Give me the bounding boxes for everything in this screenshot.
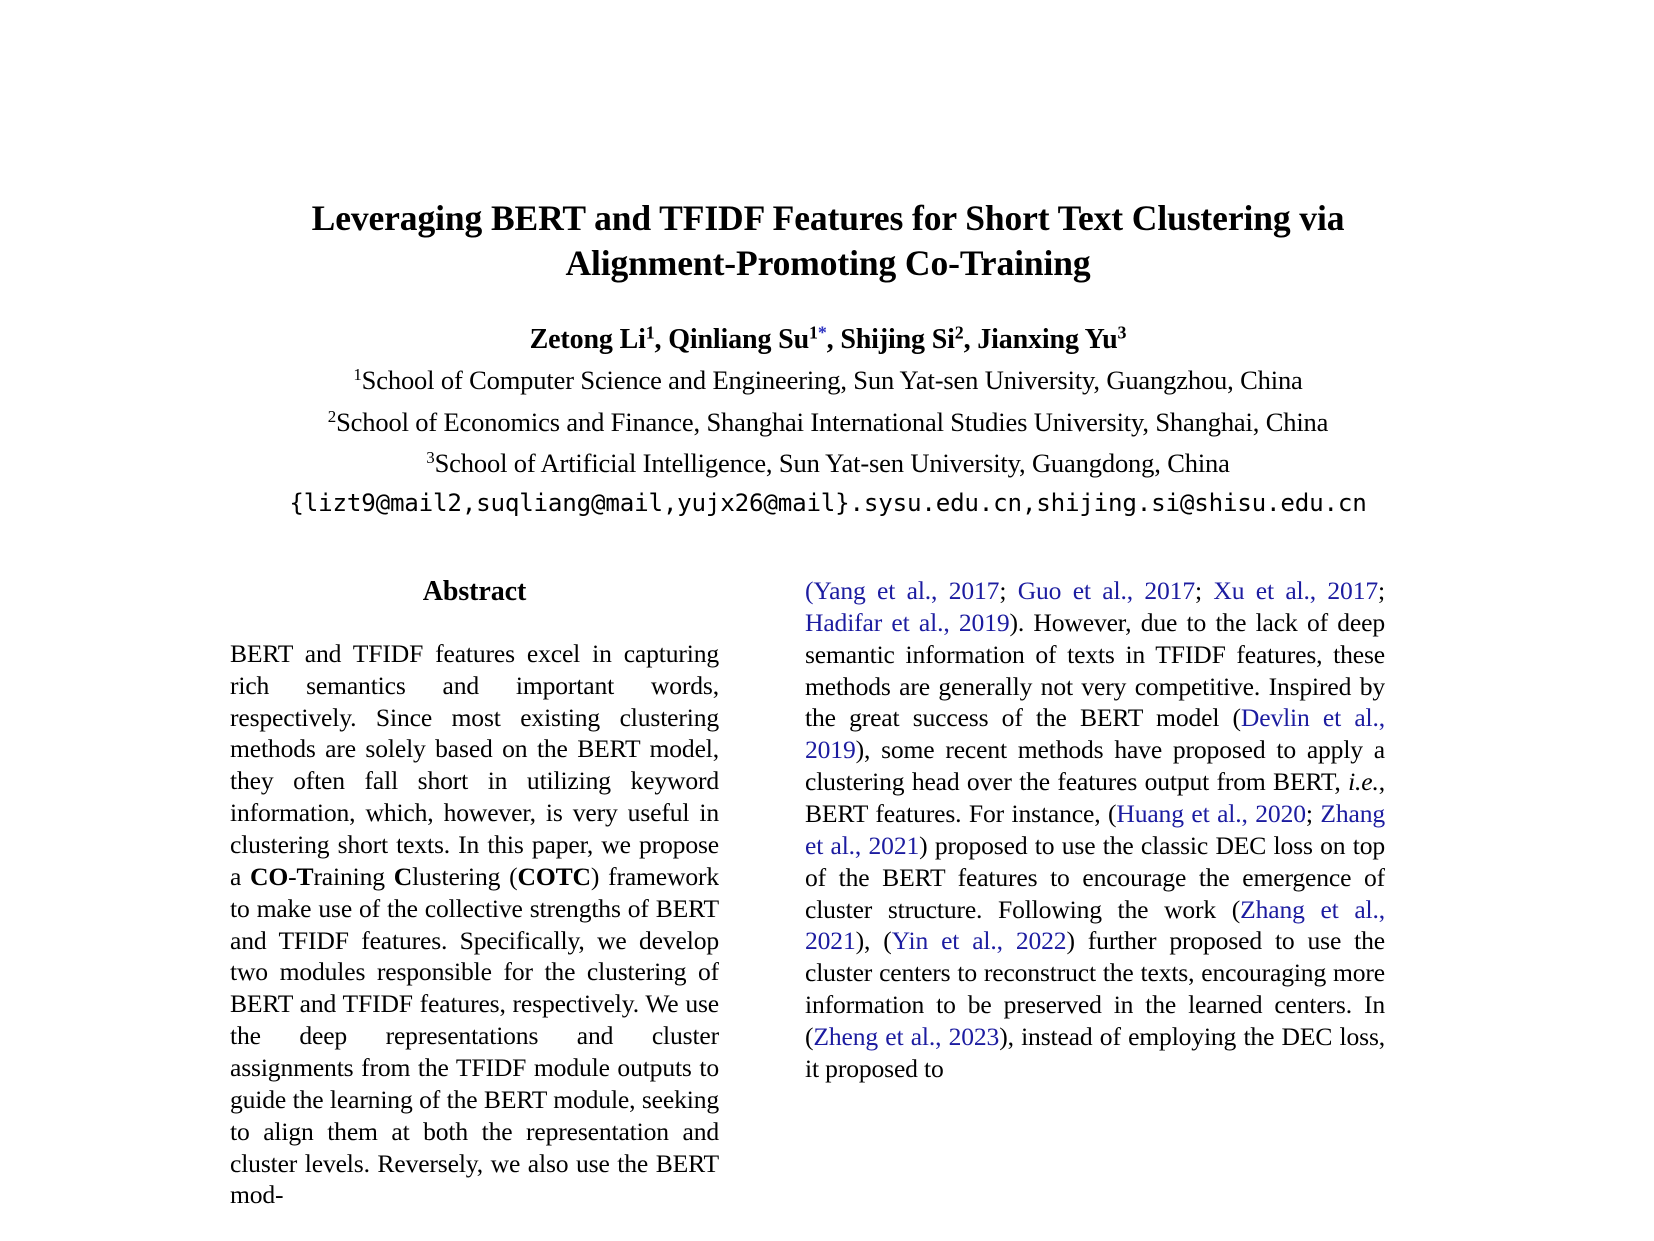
abstract-lustering: lustering ( <box>412 861 518 891</box>
intro-segment-1: ). However, due to the lack of deep semantic information of texts in TFIDF features, these methods are generally not very competitive. Inspired by the great success of the BERT model ( <box>805 607 1385 733</box>
abstract-bold-c: C <box>393 861 413 891</box>
author-2-affiliation-marker: 1 <box>809 323 818 344</box>
intro-sep-4: ; <box>1305 799 1321 829</box>
affiliation-1-marker: 1 <box>353 365 362 385</box>
author-emails: {lizt9@mail2,suqliang@mail,yujx26@mail}.sysu.edu.cn,shijing.si@shisu.edu.cn <box>289 488 1367 517</box>
intro-segment-4: ) proposed to use the classic DEC loss on top of the BERT features to encourage the emergence of cluster structure. Following the work ( <box>805 830 1385 924</box>
affiliation-2-marker: 2 <box>327 406 337 426</box>
abstract-heading: Abstract <box>422 576 527 607</box>
author-1-affiliation-marker: 1 <box>645 323 655 344</box>
citation-huang-2020[interactable]: Huang et al., 2020 <box>1116 799 1306 829</box>
citation-yang-2017[interactable]: (Yang et al., 2017 <box>805 576 1000 605</box>
abstract-dash: - <box>288 861 297 891</box>
intro-sep-2: ; <box>1194 576 1214 605</box>
page-title: Leveraging BERT and TFIDF Features for Short Text Clustering via Alignment-Promoting Co-Training <box>311 198 1345 283</box>
affiliation-3-text: School of Artificial Intelligence, Sun Yat-sen University, Guangdong, China <box>434 448 1230 479</box>
citation-yin-2022[interactable]: Yin et al., 2022 <box>891 926 1067 956</box>
citation-zhang-2021[interactable]: Zhang et al., 2021 <box>805 799 1385 860</box>
intro-column <box>805 575 1385 1241</box>
citation-xu-2017[interactable]: Xu et al., 2017 <box>1213 576 1379 605</box>
author-list <box>228 323 1428 357</box>
citation-guo-2017[interactable]: Guo et al., 2017 <box>1017 576 1195 605</box>
author-4-affiliation-marker: 3 <box>1117 323 1127 344</box>
author-3-affiliation-marker: 2 <box>954 323 964 344</box>
abstract-segment-2: ) framework to make use of the collective strengths of BERT and TFIDF features. Specifically, we develop two modules responsible for the clustering of BERT and TFIDF features, respectively. We use the deep representations and cluster assignments from the TFIDF module outputs to guide the learning of the BERT module, seeking to align them at both the representation and cluster levels. Reversely, we also use the BERT mod- <box>230 861 719 1210</box>
abstract-bold-cotc: COTC <box>517 861 591 891</box>
abstract-column <box>230 575 719 1241</box>
intro-sep-1: ; <box>999 576 1018 605</box>
affiliation-1-text: School of Computer Science and Engineering, Sun Yat-sen University, Guangzhou, China <box>361 365 1303 396</box>
abstract-segment-1: BERT and TFIDF features excel in capturing rich semantics and important words, respectively. Since most existing clustering methods are solely based on the BERT model, they often fall short in utilizing keyword information, which, however, is very useful in clustering short texts. In this paper, we propose a <box>230 638 719 891</box>
corresponding-author-asterisk: * <box>817 323 827 344</box>
affiliation-2 <box>228 404 1428 441</box>
intro-sep-3: ; <box>1378 576 1385 605</box>
affiliation-1 <box>228 362 1428 399</box>
two-column-body <box>0 575 1654 1241</box>
citation-zhang-2021-second[interactable]: Zhang et al., 2021 <box>805 894 1385 956</box>
author-2-name: , Qinliang Su <box>654 324 810 356</box>
affiliation-3 <box>228 445 1428 482</box>
affiliation-3-marker: 3 <box>426 448 435 468</box>
abstract-text <box>230 638 719 1211</box>
abstract-raining: raining <box>313 861 394 891</box>
author-4-name: , Jianxing Yu <box>963 324 1118 356</box>
intro-italic-ie: i.e. <box>1348 767 1379 797</box>
citation-devlin-2019[interactable]: Devlin et al., 2019 <box>805 703 1385 765</box>
intro-segment-3: , BERT features. For instance, ( <box>805 767 1385 829</box>
intro-segment-6: ), instead of employing the DEC loss, it proposed to <box>805 1022 1385 1083</box>
intro-segment-2: ), some recent methods have proposed to apply a clustering head over the features output from BERT, <box>805 735 1385 797</box>
affiliation-2-text: School of Economics and Finance, Shanghai International Studies University, Shanghai, China <box>336 406 1329 437</box>
abstract-bold-co: CO <box>250 861 289 891</box>
citation-hadifar-2019[interactable]: Hadifar et al., 2019 <box>805 607 1010 637</box>
intro-sep-5: ), ( <box>855 926 892 956</box>
abstract-bold-t: T <box>296 861 314 891</box>
author-3-name: , Shijing Si <box>826 324 955 356</box>
paper-header <box>228 196 1428 517</box>
citation-zheng-2023[interactable]: Zheng et al., 2023 <box>813 1022 1000 1052</box>
intro-text <box>805 575 1385 1085</box>
author-1-name: Zetong Li <box>529 324 646 356</box>
intro-segment-5: ) further proposed to use the cluster centers to reconstruct the texts, encouraging more information to be preserved in the learned centers. In ( <box>805 926 1385 1052</box>
